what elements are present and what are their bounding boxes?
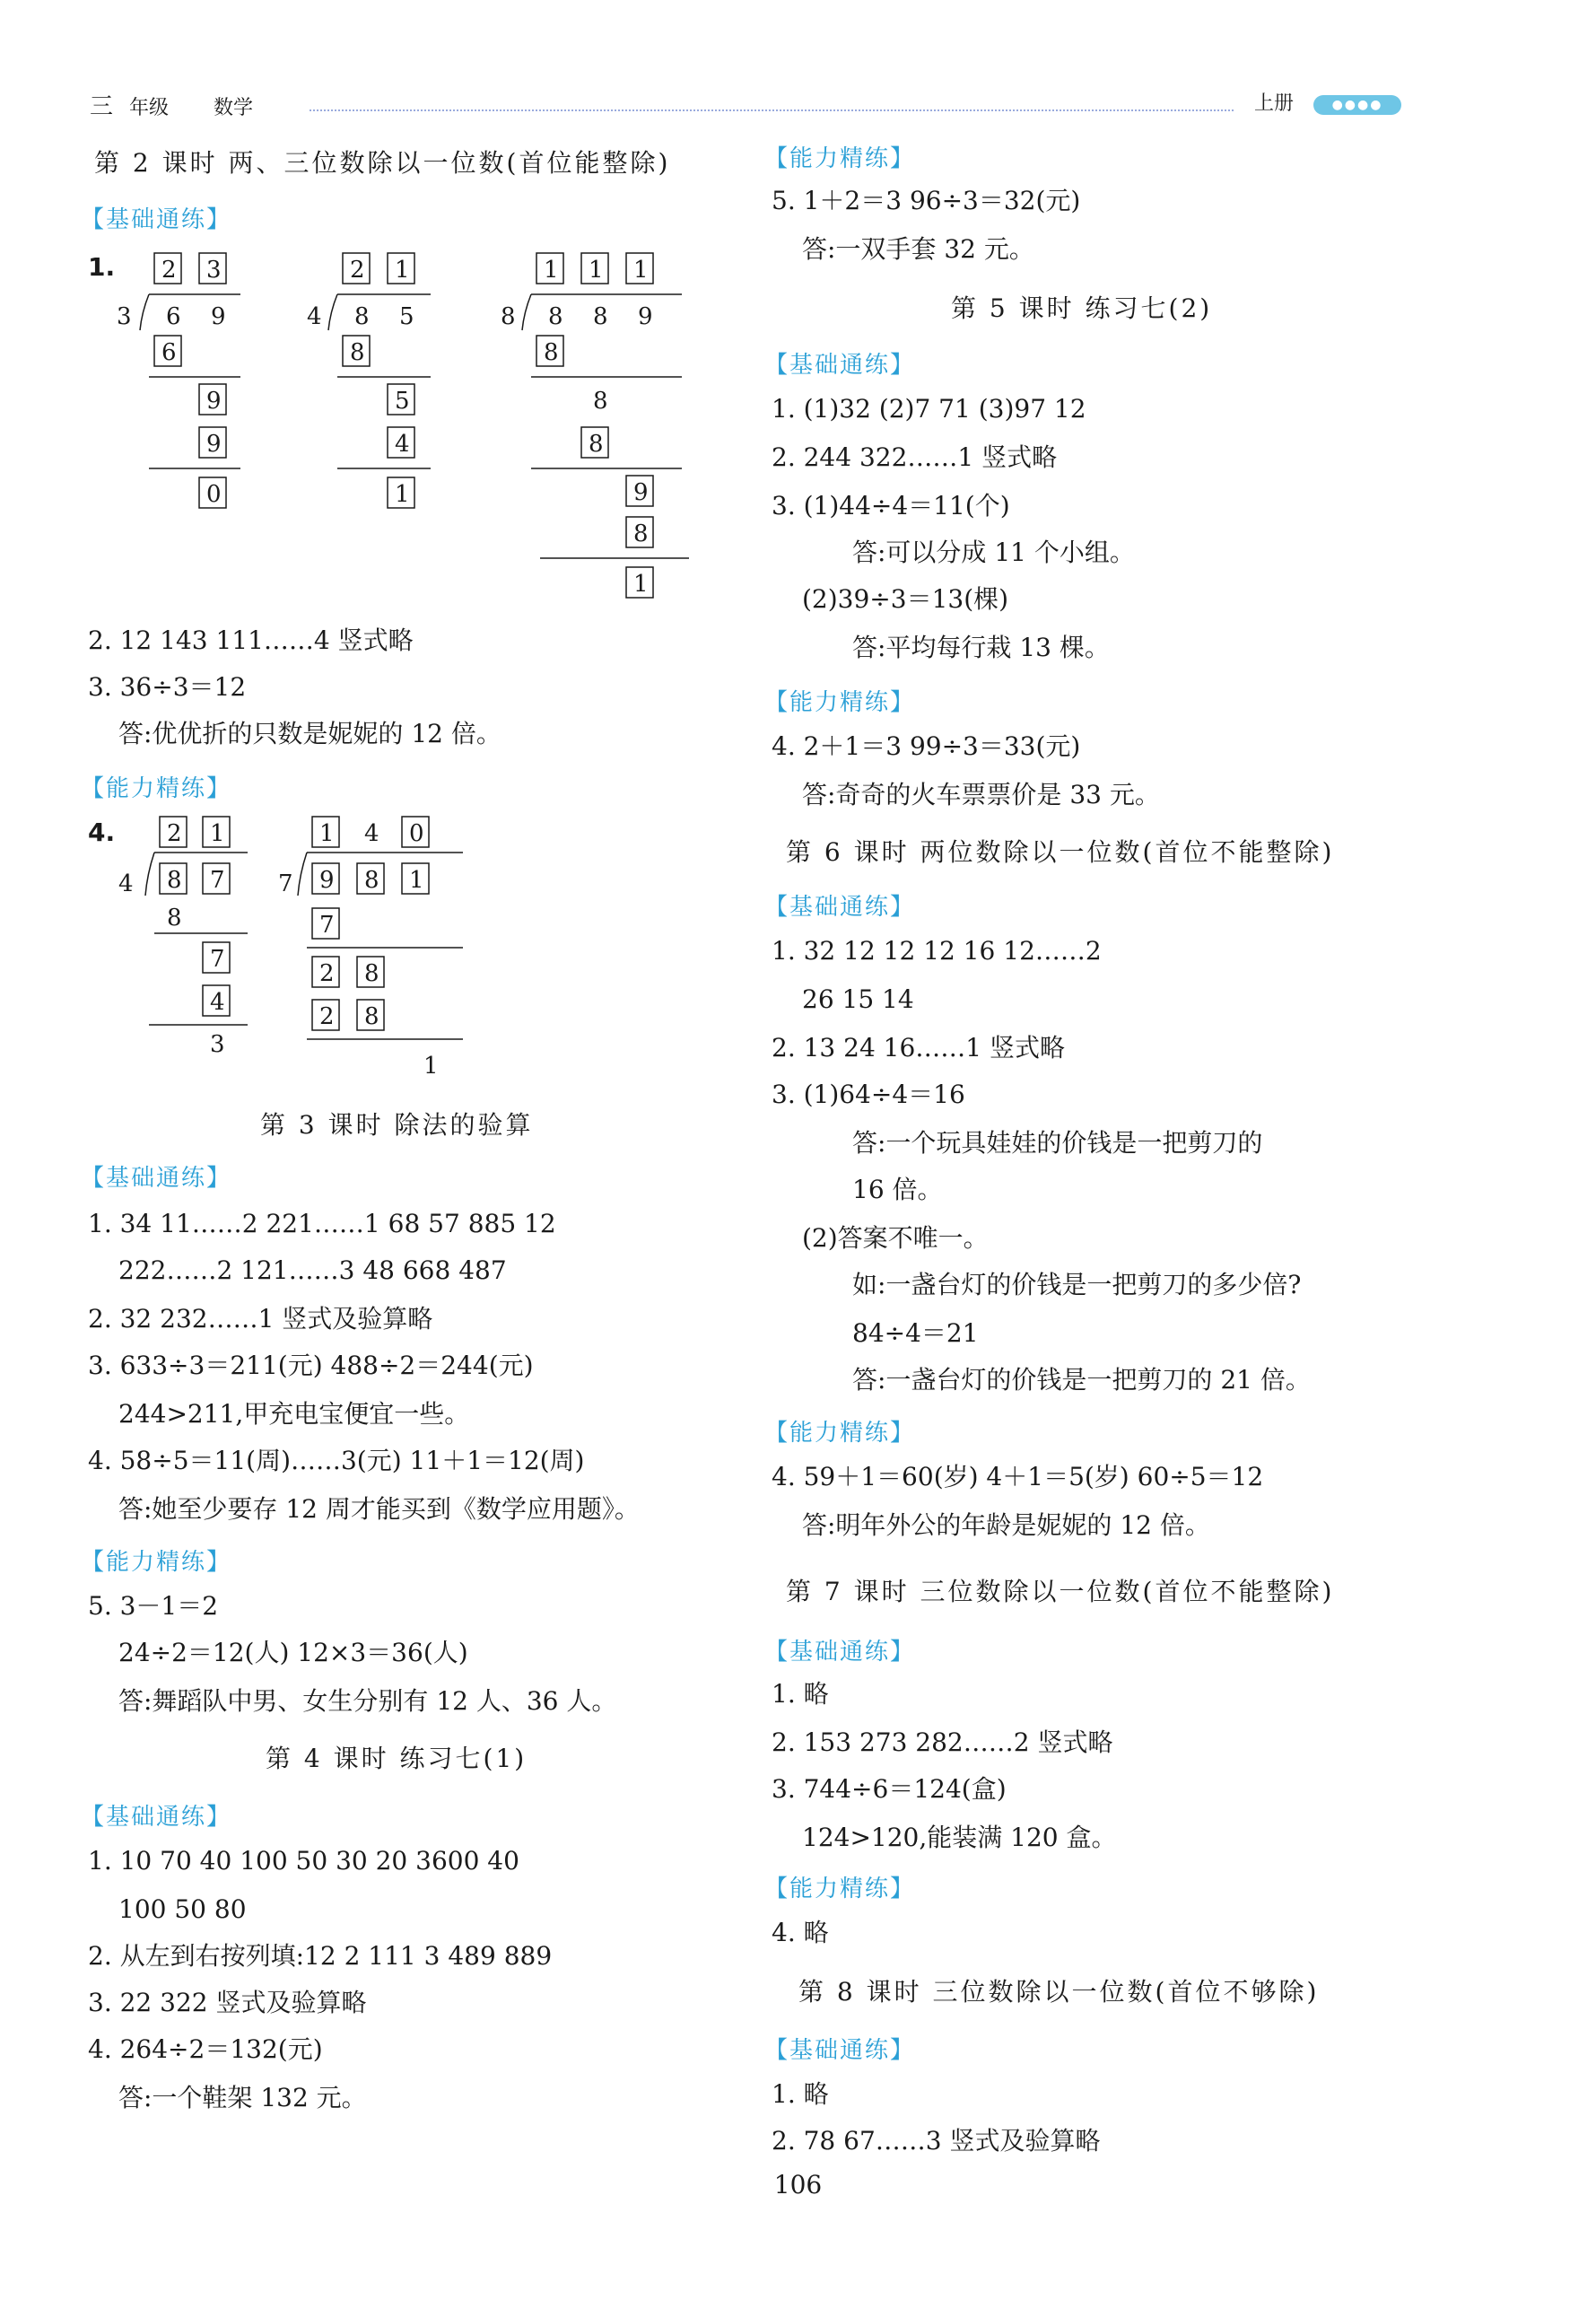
lesson7-q4: 4. 略 [772, 1918, 829, 1947]
lesson4-q2: 2. 从左到右按列填:12 2 111 3 489 889 [88, 1941, 553, 1971]
svg-text:8: 8 [364, 960, 379, 987]
lesson5-q3-answer1: 答:可以分成 11 个小组。 [852, 538, 1135, 567]
lesson4-q1a: 1. 10 70 40 100 50 30 20 3600 40 [88, 1846, 519, 1876]
lesson5-q2: 2. 244 322……1 竖式略 [772, 442, 1058, 472]
lesson2-q3-answer: 答:优优折的只数是妮妮的 12 倍。 [118, 719, 501, 748]
lesson5-q1: 1. (1)32 (2)7 71 (3)97 12 [772, 394, 1086, 424]
lesson6-q4-answer: 答:明年外公的年龄是妮妮的 12 倍。 [802, 1510, 1210, 1540]
svg-text:1: 1 [319, 820, 335, 847]
right-section-basic-2: 【基础通练】 [764, 894, 916, 921]
lesson3-q5-answer: 答:舞蹈队中男、女生分别有 12 人、36 人。 [118, 1686, 617, 1716]
lesson3-q3: 3. 633÷3＝211(元) 488÷2＝244(元) [88, 1351, 534, 1380]
long-division-q1 [108, 249, 718, 608]
svg-text:7: 7 [210, 946, 225, 973]
svg-text:1: 1 [589, 257, 604, 284]
lesson8-q2: 2. 78 67……3 竖式及验算略 [772, 2126, 1101, 2156]
header-grade: 三 [90, 93, 114, 120]
lesson6-q3-part2c: 答:一盏台灯的价钱是一把剪刀的 21 倍。 [852, 1365, 1311, 1395]
header-subject: 数学 [214, 97, 254, 119]
lesson8-q1: 1. 略 [772, 2079, 829, 2109]
svg-text:8: 8 [593, 303, 608, 330]
svg-text:4: 4 [307, 303, 322, 330]
lesson3-q1b: 222……2 121……3 48 668 487 [118, 1255, 507, 1285]
right-q5: 5. 1＋2＝3 96÷3＝32(元) [772, 186, 1081, 215]
lesson2-title: 第 2 课时 两、三位数除以一位数(首位能整除) [94, 148, 671, 178]
page-number: 106 [773, 2170, 823, 2199]
lesson6-title: 第 6 课时 两位数除以一位数(首位不能整除) [786, 837, 1335, 867]
svg-text:1: 1 [395, 481, 410, 508]
lesson5-q3-answer2: 答:平均每行栽 13 棵。 [852, 633, 1110, 662]
long-division-q4 [108, 813, 484, 1082]
lesson3-q5b: 24÷2＝12(人) 12×3＝36(人) [118, 1638, 468, 1667]
right-section-ability-4: 【能力精练】 [764, 1876, 916, 1902]
lesson7-title: 第 7 课时 三位数除以一位数(首位不能整除) [786, 1577, 1335, 1606]
svg-text:9: 9 [206, 388, 222, 415]
svg-text:3: 3 [206, 257, 222, 284]
section-basic-3: 【基础通练】 [81, 1804, 232, 1831]
svg-text:8: 8 [354, 303, 370, 330]
lesson6-q3-part2b: 84÷4＝21 [852, 1318, 979, 1348]
svg-text:7: 7 [210, 867, 225, 894]
svg-text:8: 8 [167, 867, 182, 894]
section-basic-2: 【基础通练】 [81, 1165, 232, 1192]
svg-text:8: 8 [633, 520, 649, 547]
svg-text:8: 8 [544, 339, 559, 366]
svg-text:9: 9 [638, 303, 653, 330]
lesson3-q3b: 244>211,甲充电宝便宜一些。 [118, 1399, 470, 1429]
svg-text:0: 0 [206, 481, 222, 508]
lesson5-q3: 3. (1)44÷4＝11(个) [772, 491, 1010, 520]
svg-text:8: 8 [350, 339, 365, 366]
svg-text:1: 1 [544, 257, 559, 284]
lesson4-q1b: 100 50 80 [118, 1894, 247, 1924]
svg-text:8: 8 [364, 1003, 379, 1030]
svg-text:4: 4 [395, 431, 410, 458]
svg-text:8: 8 [364, 867, 379, 894]
header-volume: 上册 [1254, 92, 1295, 115]
svg-text:7: 7 [319, 912, 335, 939]
lesson6-q2: 2. 13 24 16……1 竖式略 [772, 1033, 1066, 1063]
right-section-basic-4: 【基础通练】 [764, 2037, 916, 2064]
lesson5-q4: 4. 2＋1＝3 99÷3＝33(元) [772, 731, 1081, 761]
q4-label: 4. [88, 818, 116, 847]
svg-text:8: 8 [593, 388, 608, 415]
svg-text:1: 1 [395, 257, 410, 284]
lesson3-q2: 2. 32 232……1 竖式及验算略 [88, 1304, 433, 1334]
svg-text:8: 8 [548, 303, 563, 330]
svg-text:1: 1 [633, 571, 649, 598]
svg-text:4: 4 [118, 870, 134, 897]
lesson6-q3-part2: (2)答案不唯一。 [802, 1223, 989, 1253]
svg-text:2: 2 [350, 257, 365, 284]
right-section-ability-3: 【能力精练】 [764, 1420, 916, 1447]
svg-text:4: 4 [364, 820, 379, 847]
lesson4-q4: 4. 264÷2＝132(元) [88, 2034, 323, 2064]
svg-text:2: 2 [161, 257, 177, 284]
svg-text:1: 1 [409, 867, 424, 894]
lesson2-q3: 3. 36÷3＝12 [88, 672, 247, 702]
svg-text:9: 9 [206, 431, 222, 458]
svg-text:3: 3 [117, 303, 132, 330]
lesson8-title: 第 8 课时 三位数除以一位数(首位不够除) [798, 1977, 1320, 2007]
q1-label: 1. [88, 252, 116, 282]
svg-text:7: 7 [278, 870, 293, 897]
lesson5-q3-part2: (2)39÷3＝13(棵) [802, 584, 1009, 614]
lesson4-q4-answer: 答:一个鞋架 132 元。 [118, 2083, 367, 2112]
lesson3-q1a: 1. 34 11……2 221……1 68 57 885 12 [88, 1209, 556, 1238]
header-divider [310, 109, 1234, 111]
right-section-ability: 【能力精练】 [764, 145, 916, 172]
lesson6-q3-answer1: 答:一个玩具娃娃的价钱是一把剪刀的 [852, 1128, 1263, 1158]
lesson5-title: 第 5 课时 练习七(2) [951, 293, 1213, 323]
lesson6-q3-part2a: 如:一盏台灯的价钱是一把剪刀的多少倍? [852, 1270, 1302, 1299]
section-ability: 【能力精练】 [81, 775, 232, 802]
page-header [90, 88, 253, 121]
svg-text:8: 8 [589, 431, 604, 458]
svg-text:1: 1 [633, 257, 649, 284]
svg-text:1: 1 [423, 1053, 439, 1080]
svg-text:3: 3 [210, 1031, 225, 1058]
svg-text:5: 5 [399, 303, 414, 330]
lesson7-q3b: 124>120,能装满 120 盒。 [802, 1823, 1117, 1852]
lesson4-q3: 3. 22 322 竖式及验算略 [88, 1988, 367, 2017]
svg-text:9: 9 [633, 479, 649, 506]
right-section-ability-2: 【能力精练】 [764, 689, 916, 716]
svg-text:8: 8 [167, 905, 182, 931]
lesson3-q5: 5. 3－1＝2 [88, 1591, 219, 1621]
header-grade-label: 年级 [129, 97, 170, 119]
svg-text:2: 2 [167, 820, 182, 847]
svg-text:6: 6 [161, 339, 177, 366]
lesson4-title: 第 4 课时 练习七(1) [266, 1744, 528, 1773]
lesson6-q3: 3. (1)64÷4＝16 [772, 1080, 965, 1109]
lesson6-q4: 4. 59＋1＝60(岁) 4＋1＝5(岁) 60÷5＝12 [772, 1462, 1264, 1491]
lesson3-q4: 4. 58÷5＝11(周)……3(元) 11＋1＝12(周) [88, 1446, 585, 1475]
svg-text:0: 0 [409, 820, 424, 847]
section-ability-2: 【能力精练】 [81, 1549, 232, 1576]
right-section-basic: 【基础通练】 [764, 352, 916, 379]
section-basic: 【基础通练】 [81, 206, 232, 233]
svg-text:9: 9 [319, 867, 335, 894]
svg-text:4: 4 [210, 989, 225, 1016]
lesson7-q1: 1. 略 [772, 1679, 829, 1709]
svg-text:6: 6 [166, 303, 181, 330]
svg-text:2: 2 [319, 960, 335, 987]
svg-text:1: 1 [210, 820, 225, 847]
lesson7-q3: 3. 744÷6＝124(盒) [772, 1774, 1007, 1804]
svg-text:2: 2 [319, 1003, 335, 1030]
lesson3-q4-answer: 答:她至少要存 12 周才能买到《数学应用题》。 [118, 1494, 640, 1524]
lesson6-q1a: 1. 32 12 12 12 16 12……2 [772, 936, 1102, 966]
lesson6-q1b: 26 15 14 [802, 984, 914, 1014]
lesson7-q2: 2. 153 273 282……2 竖式略 [772, 1727, 1113, 1757]
svg-text:5: 5 [395, 388, 410, 415]
lesson6-q3-answer1b: 16 倍。 [852, 1175, 943, 1204]
lesson2-q2: 2. 12 143 111……4 竖式略 [88, 625, 414, 655]
lesson5-q4-answer: 答:奇奇的火车票票价是 33 元。 [802, 780, 1160, 809]
header-badge: ●●●● [1313, 95, 1401, 115]
svg-text:9: 9 [211, 303, 226, 330]
svg-text:8: 8 [501, 303, 516, 330]
right-section-basic-3: 【基础通练】 [764, 1639, 916, 1666]
lesson3-title: 第 3 课时 除法的验算 [260, 1110, 534, 1140]
right-q5-answer: 答:一双手套 32 元。 [802, 234, 1034, 264]
